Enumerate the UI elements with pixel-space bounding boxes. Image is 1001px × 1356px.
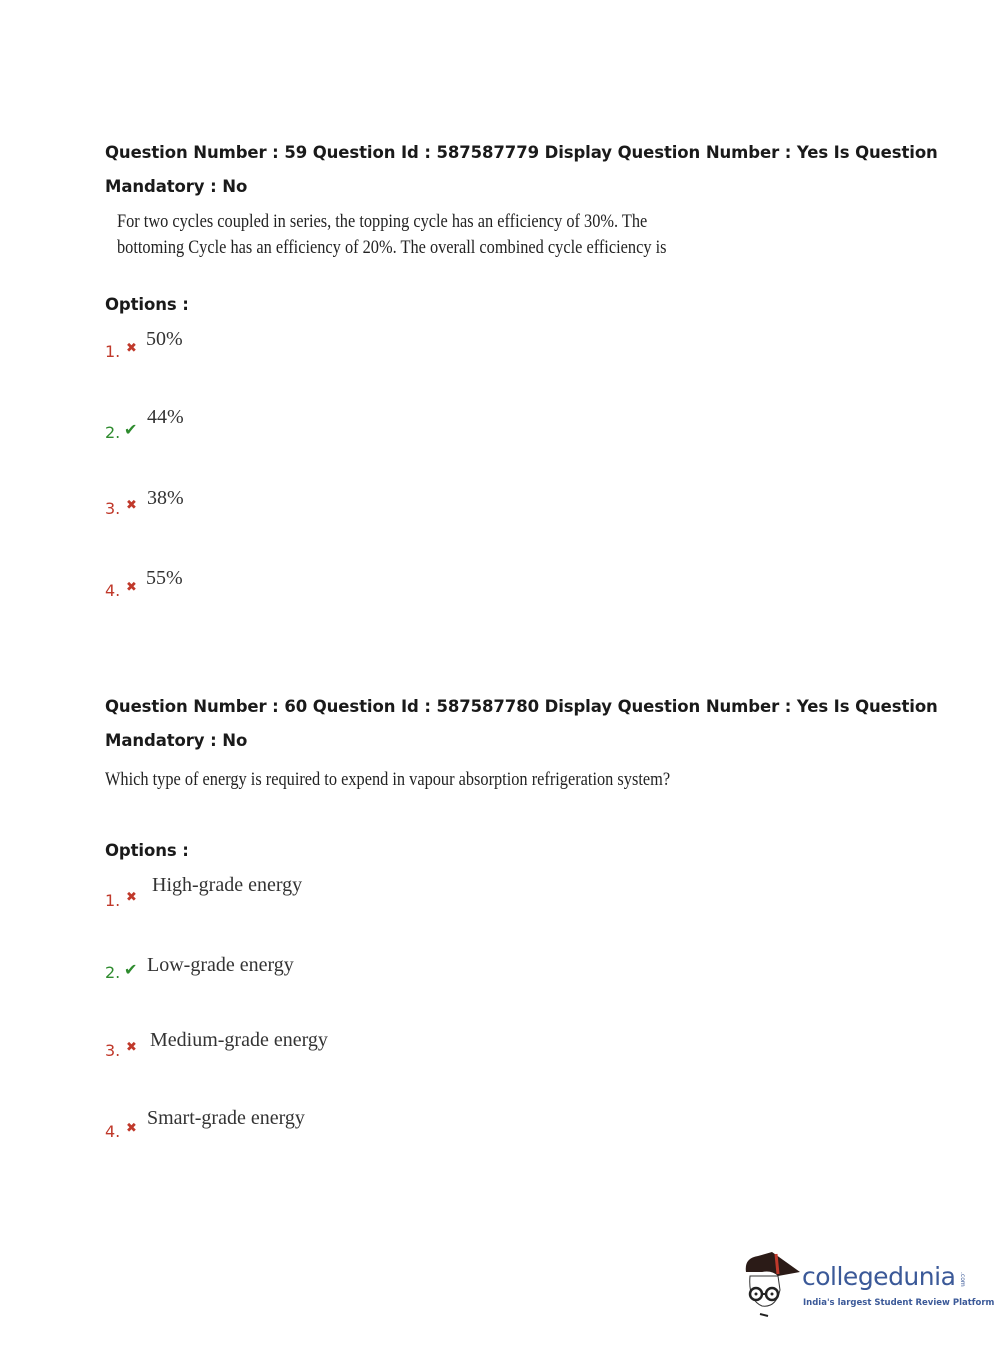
check-icon: ✔ [124, 960, 138, 979]
options-label: Options : [105, 295, 189, 314]
option-number: 1. [105, 342, 121, 361]
question-header: Question Number : 59 Question Id : 587587779 Display Question Number : Yes Is Question [105, 143, 938, 162]
cross-icon: ✖ [126, 580, 137, 595]
options-label: Options : [105, 841, 189, 860]
option-number: 1. [105, 891, 121, 910]
mandatory-label: Mandatory : No [105, 731, 248, 750]
check-icon: ✔ [124, 420, 138, 439]
logo-tagline: India's largest Student Review Platform [803, 1298, 995, 1308]
question-text-line: Which type of energy is required to expend in vapour absorption refrigeration system? [105, 769, 671, 790]
cross-icon: ✖ [126, 498, 137, 513]
collegedunia-mascot-logo [742, 1250, 802, 1318]
option-text: High-grade energy [152, 874, 303, 896]
mandatory-label: Mandatory : No [105, 177, 248, 196]
option-number: 2. [105, 963, 121, 982]
cross-icon: ✖ [126, 1040, 137, 1055]
question-text-line: bottoming Cycle has an efficiency of 20%. The overall combined cycle efficiency is [117, 237, 667, 258]
option-number: 3. [105, 499, 121, 518]
option-number: 4. [105, 581, 121, 600]
question-header: Question Number : 60 Question Id : 587587780 Display Question Number : Yes Is Question [105, 697, 938, 716]
cross-icon: ✖ [126, 1121, 137, 1136]
question-text-line: For two cycles coupled in series, the topping cycle has an efficiency of 30%. The [117, 211, 648, 232]
option-text: Smart-grade energy [147, 1107, 305, 1129]
option-text: Medium-grade energy [150, 1029, 328, 1051]
option-number: 2. [105, 423, 121, 442]
option-text: 44% [147, 406, 184, 428]
cross-icon: ✖ [126, 890, 137, 905]
option-text: Low-grade energy [147, 954, 294, 976]
logo-suffix: .com [959, 1272, 966, 1287]
cross-icon: ✖ [126, 341, 137, 356]
option-text: 38% [147, 487, 184, 509]
option-text: 50% [146, 328, 183, 350]
option-text: 55% [146, 567, 183, 589]
option-number: 4. [105, 1122, 121, 1141]
option-number: 3. [105, 1041, 121, 1060]
logo-wordmark: collegedunia [802, 1262, 956, 1291]
